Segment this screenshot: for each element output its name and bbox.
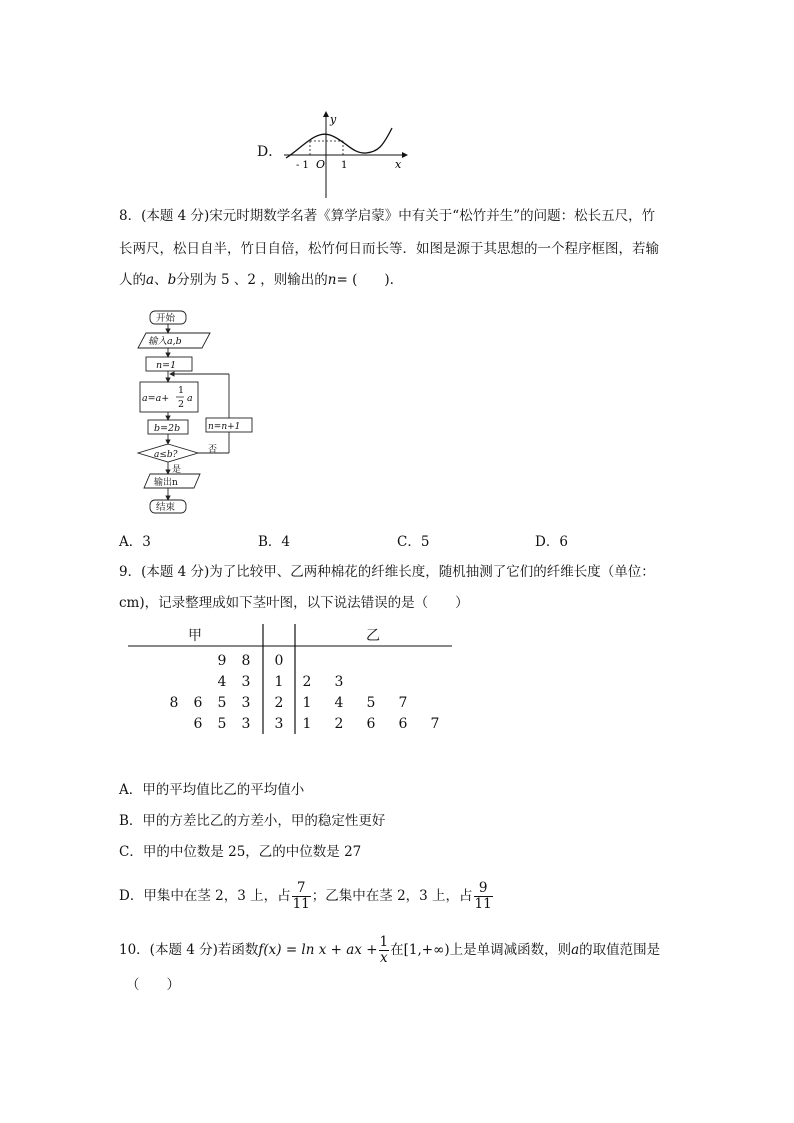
- q8-flowchart: [118, 306, 258, 518]
- stem-leaf-left: 6: [193, 695, 203, 711]
- q7-tick-neg: - 1: [296, 160, 309, 171]
- stem-leaf-left: 3: [241, 716, 251, 732]
- flow-init-text: n=1: [156, 360, 177, 371]
- flow-start-text: 开始: [156, 313, 176, 324]
- stem-leaf-left: 9: [217, 653, 227, 669]
- stem-value: 2: [274, 695, 284, 711]
- stem-leaf-left: 5: [217, 716, 227, 732]
- stem-leaf-right: 6: [366, 716, 376, 732]
- stem-leaf-right: 7: [430, 716, 440, 732]
- stem-header-left: 甲: [188, 628, 202, 644]
- flow-update-b-text: b=2b: [154, 423, 181, 434]
- stem-leaf-left: 4: [217, 674, 227, 690]
- flow-update-a-pre: a=a+: [142, 393, 170, 404]
- stem-header-right: 乙: [366, 628, 380, 644]
- q7-tick-pos: 1: [341, 160, 348, 171]
- q9-option-d: D．甲集中在茎 2，3 上，占 $\frac{7}{11}$ ；乙集中在茎 2，3 上，占 $\frac{9}{11}$: [119, 880, 492, 912]
- stem-leaf-right: 6: [398, 716, 408, 732]
- q9-option-a: A．甲的平均值比乙的平均值小: [119, 782, 305, 798]
- q9-stem-leaf-plot: [126, 622, 456, 740]
- q8-option-c: C．5: [397, 534, 430, 550]
- q10-line-1: 10．(本题 4 分)若函数f(x) = ln x + ax + $\frac{1}{x}$ 在[1,+∞)上是单调减函数，则a的取值范围是: [119, 934, 661, 966]
- flow-yes-label: 是: [172, 465, 182, 475]
- stem-leaf-left: 6: [193, 716, 203, 732]
- q9-line-2: cm)，记录整理成如下茎叶图，以下说法错误的是（ ）: [119, 595, 469, 611]
- q9-option-b: B．甲的方差比乙的方差小，甲的稳定性更好: [119, 813, 386, 829]
- flow-increment-text: n=n+1: [208, 422, 241, 432]
- stem-leaf-right: 3: [334, 674, 344, 690]
- flow-half-den: 2: [178, 399, 185, 410]
- q7-x-label: x: [395, 158, 402, 171]
- q8-option-d: D．6: [535, 534, 568, 550]
- flow-no-label: 否: [208, 445, 218, 455]
- stem-leaf-right: 7: [398, 695, 408, 711]
- q9-line-1: 9．(本题 4 分)为了比较甲、乙两种棉花的纤维长度，随机抽测了它们的纤维长度（单位：: [119, 564, 655, 580]
- flow-output-text: 输出n: [154, 478, 178, 488]
- stem-value: 3: [274, 716, 284, 732]
- q8-line-1: 8．(本题 4 分)宋元时期数学名著《算学启蒙》中有关于“松竹并生”的问题：松长五尺，竹: [119, 208, 656, 224]
- stem-value: 0: [274, 653, 284, 669]
- stem-leaf-right: 5: [366, 695, 376, 711]
- stem-leaf-left: 5: [217, 695, 227, 711]
- q8-line-2: 长两尺，松日自半，竹日自倍，松竹何日而长等．如图是源于其思想的一个程序框图，若输: [119, 241, 659, 257]
- flow-update-a-post: a: [187, 393, 193, 404]
- stem-leaf-right: 2: [334, 716, 344, 732]
- q7-y-label: y: [330, 113, 337, 126]
- q7-option-d-label: D．: [257, 144, 283, 160]
- stem-leaf-left: 3: [241, 674, 251, 690]
- q7-function-graph: [280, 108, 410, 200]
- q8-line-3: 人的a、b分别为 5 、2 ，则输出的n= ( ).: [119, 272, 394, 288]
- flow-end-text: 结束: [156, 502, 176, 513]
- q7-origin-label: O: [316, 158, 326, 171]
- stem-leaf-left: 3: [241, 695, 251, 711]
- stem-leaf-right: 4: [334, 695, 344, 711]
- stem-value: 1: [274, 674, 284, 690]
- q10-line-2: （ ）: [126, 977, 180, 993]
- flow-half-num: 1: [178, 385, 185, 396]
- flow-condition-text: a≤b?: [154, 450, 178, 460]
- stem-leaf-left: 8: [241, 653, 251, 669]
- q8-option-b: B．4: [258, 534, 291, 550]
- stem-leaf-left: 8: [169, 695, 179, 711]
- flow-input-text: 输入a,b: [148, 336, 182, 347]
- stem-leaf-right: 2: [302, 674, 312, 690]
- q8-option-a: A．3: [119, 534, 151, 550]
- stem-leaf-right: 1: [302, 695, 312, 711]
- q9-option-c: C．甲的中位数是 25，乙的中位数是 27: [119, 844, 362, 860]
- stem-leaf-right: 1: [302, 716, 312, 732]
